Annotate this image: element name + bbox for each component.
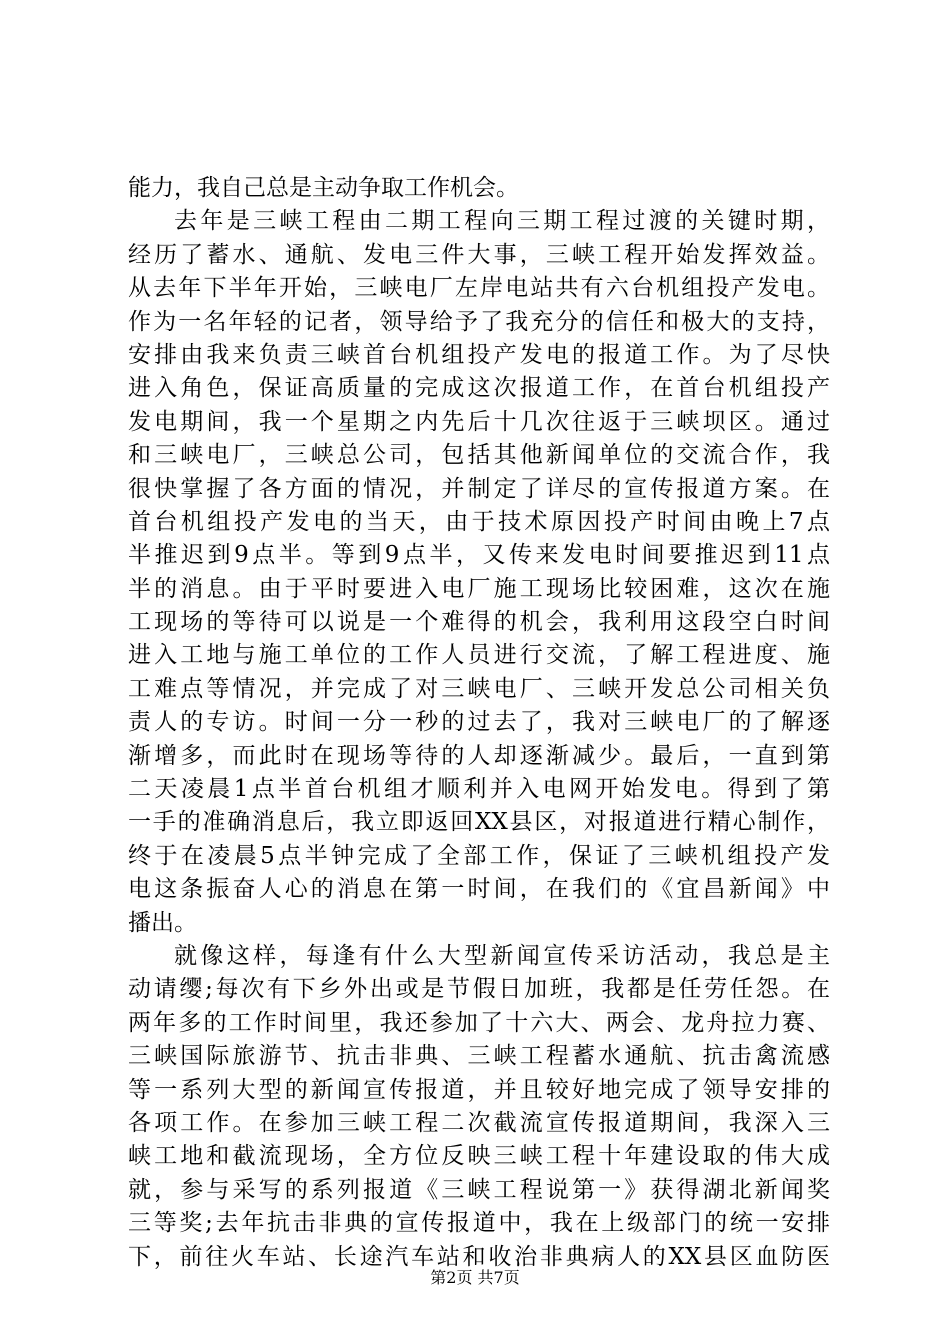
- text-line: 很快掌握了各方面的情况，并制定了详尽的宣传报道方案。在: [128, 475, 830, 502]
- text-line: 安排由我来负责三峡首台机组投产发电的报道工作。为了尽快: [128, 341, 830, 368]
- text-line: 就，参与采写的系列报道《三峡工程说第一》获得湖北新闻奖: [128, 1176, 830, 1203]
- text-line: 下，前往火车站、长途汽车站和收治非典病人的XX县区血防医: [128, 1243, 830, 1270]
- text-line: 工难点等情况，并完成了对三峡电厂、三峡开发总公司相关负: [128, 675, 830, 702]
- text-line: 渐增多，而此时在现场等待的人却逐渐减少。最后，一直到第: [128, 742, 830, 769]
- text-line: 动请缨;每次有下乡外出或是节假日加班，我都是任劳任怨。在: [128, 976, 830, 1003]
- text-line: 播出。: [128, 909, 197, 936]
- text-line: 去年是三峡工程由二期工程向三期工程过渡的关键时期，: [174, 208, 830, 235]
- page-footer: [0, 1268, 950, 1288]
- text-line: 就像这样，每逢有什么大型新闻宣传采访活动，我总是主: [174, 942, 830, 969]
- text-line: 等一系列大型的新闻宣传报道，并且较好地完成了领导安排的: [128, 1076, 830, 1103]
- text-line: 半的消息。由于平时要进入电厂施工现场比较困难，这次在施: [128, 575, 830, 602]
- text-line: 二天凌晨1点半首台机组才顺利并入电网开始发电。得到了第: [128, 776, 830, 803]
- text-line: 终于在凌晨5点半钟完成了全部工作，保证了三峡机组投产发: [128, 842, 830, 869]
- text-line: 各项工作。在参加三峡工程二次截流宣传报道期间，我深入三: [128, 1109, 830, 1136]
- text-line: 发电期间，我一个星期之内先后十几次往返于三峡坝区。通过: [128, 408, 830, 435]
- text-line: 进入工地与施工单位的工作人员进行交流，了解工程进度、施: [128, 642, 830, 669]
- text-line: 工现场的等待可以说是一个难得的机会，我利用这段空白时间: [128, 609, 830, 636]
- text-line: 两年多的工作时间里，我还参加了十六大、两会、龙舟拉力赛、: [128, 1009, 830, 1036]
- text-line: 峡工地和截流现场，全方位反映三峡工程十年建设取的伟大成: [128, 1143, 830, 1170]
- text-line: 一手的准确消息后，我立即返回XX县区，对报道进行精心制作，: [128, 809, 830, 836]
- text-line: 进入角色，保证高质量的完成这次报道工作，在首台机组投产: [128, 375, 830, 402]
- page-number: 第2页 共7页: [430, 1268, 520, 1287]
- text-line: 能力，我自己总是主动争取工作机会。: [128, 175, 519, 201]
- text-line: 责人的专访。时间一分一秒的过去了，我对三峡电厂的了解逐: [128, 709, 830, 736]
- text-line: 经历了蓄水、通航、发电三件大事，三峡工程开始发挥效益。: [128, 241, 830, 268]
- text-line: 三峡国际旅游节、抗击非典、三峡工程蓄水通航、抗击禽流感: [128, 1043, 830, 1070]
- text-line: 作为一名年轻的记者，领导给予了我充分的信任和极大的支持，: [128, 308, 830, 335]
- text-line: 和三峡电厂，三峡总公司，包括其他新闻单位的交流合作，我: [128, 442, 830, 469]
- text-line: 半推迟到9点半。等到9点半，又传来发电时间要推迟到11点: [128, 542, 830, 569]
- document-body: [128, 172, 830, 1274]
- text-line: 电这条振奋人心的消息在第一时间，在我们的《宜昌新闻》中: [128, 876, 830, 903]
- text-line: 三等奖;去年抗击非典的宣传报道中，我在上级部门的统一安排: [128, 1210, 830, 1237]
- text-line: 从去年下半年开始，三峡电厂左岸电站共有六台机组投产发电。: [128, 275, 830, 302]
- text-line: 首台机组投产发电的当天，由于技术原因投产时间由晚上7点: [128, 508, 830, 535]
